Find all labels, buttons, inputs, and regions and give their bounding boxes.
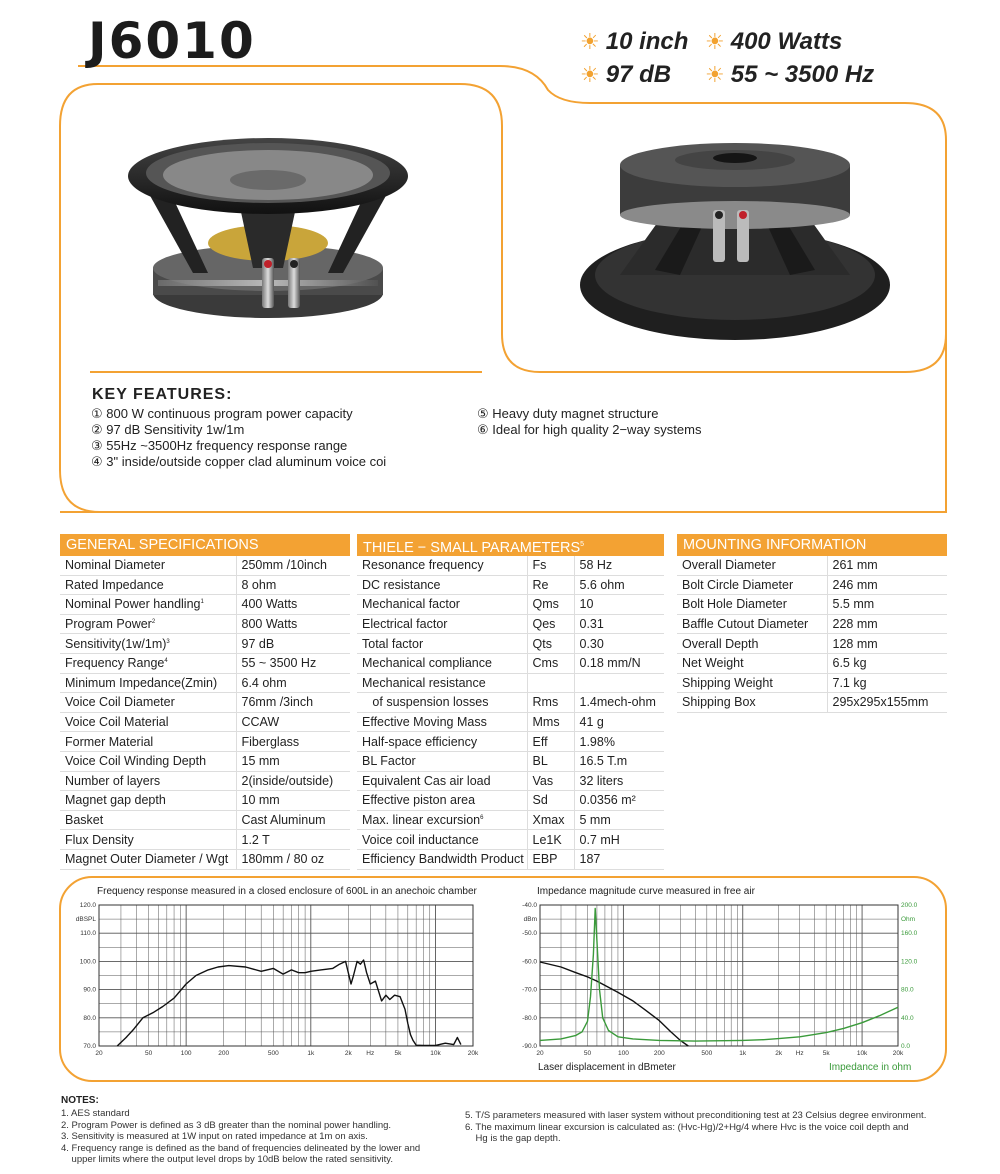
- x-tick-label: 20k: [892, 1050, 904, 1057]
- mount-value: 228 mm: [827, 614, 947, 634]
- table-row: [60, 830, 350, 850]
- y-tick-label: -50.0: [522, 930, 537, 938]
- key-features-right: [477, 406, 701, 438]
- spec-value: 2(inside/outside): [236, 771, 350, 791]
- table-row: [357, 849, 664, 869]
- spec-value: 55 ~ 3500 Hz: [236, 653, 350, 673]
- x-tick-label: 100: [617, 1050, 629, 1057]
- table-row: [357, 810, 664, 830]
- mount-label: Baffle Cutout Diameter: [677, 614, 827, 634]
- table-row: [357, 693, 664, 713]
- spec-value: 250mm /10inch: [236, 556, 350, 575]
- product-title: J6010: [88, 12, 256, 70]
- x-tick-label: 20: [536, 1050, 544, 1057]
- table-row: [60, 712, 350, 732]
- table-row: [357, 595, 664, 615]
- table-row: [357, 830, 664, 850]
- x-tick-label: 5k: [822, 1050, 830, 1057]
- key-features-title: KEY FEATURES:: [92, 386, 233, 403]
- y-right-tick-label: 120.0: [901, 958, 918, 966]
- param-value: 10: [574, 595, 664, 615]
- spec-label: Former Material: [60, 732, 236, 752]
- param-label: Effective piston area: [357, 791, 527, 811]
- footnote-ref: 3: [166, 638, 170, 645]
- table-row: [677, 614, 947, 634]
- general-specs-section: [60, 534, 350, 870]
- param-symbol: Rms: [527, 693, 574, 713]
- spec-label: Voice Coil Diameter: [60, 693, 236, 713]
- feature-item: ① 800 W continuous program power capacity: [91, 406, 353, 421]
- param-label: Mechanical factor: [357, 595, 527, 615]
- y-tick-label: -40.0: [522, 902, 537, 909]
- mount-value: 128 mm: [827, 634, 947, 654]
- table-row: [60, 634, 350, 654]
- series-line-0: [540, 962, 688, 1046]
- footnote-ref: 1: [200, 599, 204, 606]
- feature-item: ④ 3" inside/outside copper clad aluminum voice coi: [91, 454, 387, 469]
- x-tick-label: 1k: [307, 1050, 315, 1057]
- thiele-small-table: [357, 556, 664, 870]
- mount-label: Bolt Circle Diameter: [677, 575, 827, 595]
- param-label: Mechanical resistance: [357, 673, 527, 693]
- footnote-ref: 4: [164, 658, 168, 665]
- x-tick-label: 20: [95, 1050, 103, 1057]
- table-row: [60, 732, 350, 752]
- table-row: [677, 673, 947, 693]
- table-row: [677, 693, 947, 713]
- param-symbol: Mms: [527, 712, 574, 732]
- mount-value: 5.5 mm: [827, 595, 947, 615]
- param-label: Equivalent Cas air load: [357, 771, 527, 791]
- table-row: [357, 791, 664, 811]
- y-tick-label: -70.0: [522, 986, 537, 994]
- y-tick-label: 90.0: [83, 986, 96, 994]
- mounting-table: [677, 556, 947, 713]
- impedance-chart: [505, 898, 925, 1061]
- table-row: [60, 849, 350, 869]
- y-tick-label: -80.0: [522, 1014, 537, 1022]
- note-item: 1. AES standard: [61, 1108, 130, 1119]
- y-tick-label: 120.0: [79, 902, 96, 909]
- y-tick-label: 110.0: [80, 930, 96, 938]
- table-row: [60, 556, 350, 575]
- x-tick-label: 50: [144, 1050, 153, 1057]
- y-right-tick-label: 160.0: [901, 930, 918, 938]
- param-symbol: EBP: [527, 849, 574, 869]
- spec-label: Minimum Impedance(Zmin): [60, 673, 236, 693]
- spec-value: 800 Watts: [236, 614, 350, 634]
- table-row: [677, 653, 947, 673]
- spec-value: 8 ohm: [236, 575, 350, 595]
- table-row: [357, 673, 664, 693]
- y-right-tick-label: 0.0: [901, 1043, 911, 1050]
- table-row: [60, 810, 350, 830]
- y-right-axis-label: Ohm: [901, 916, 916, 923]
- mount-value: 261 mm: [827, 556, 947, 575]
- note-item: 4. Frequency range is defined as the band of frequencies delineated by the lower and: [61, 1142, 421, 1154]
- x-axis-label: Hz: [366, 1050, 375, 1057]
- param-value: 0.7 mH: [574, 830, 664, 850]
- impedance-chart-title: Impedance magnitude curve measured in free air: [537, 886, 755, 897]
- note-item: 2. Program Power is defined as 3 dB greater than the nominal power handling.: [61, 1119, 392, 1131]
- table-row: [357, 771, 664, 791]
- spec-value: 400 Watts: [236, 595, 350, 615]
- speaker-front-image: [118, 128, 418, 328]
- feature-item: ⑥ Ideal for high quality 2−way systems: [477, 422, 702, 437]
- general-specs-table: [60, 556, 350, 870]
- param-value: 187: [574, 849, 664, 869]
- series-line-0: [117, 960, 461, 1046]
- x-tick-label: 10k: [430, 1050, 441, 1057]
- table-row: [60, 771, 350, 791]
- param-symbol: Le1K: [527, 830, 574, 850]
- table-row: [677, 634, 947, 654]
- param-label: Electrical factor: [357, 614, 527, 634]
- y-tick-label: 70.0: [83, 1043, 96, 1050]
- mount-label: Overall Diameter: [677, 556, 827, 575]
- highlight-size: ☀ 10 inch: [580, 28, 689, 55]
- spec-value: 15 mm: [236, 751, 350, 771]
- x-tick-label: 1k: [739, 1050, 747, 1057]
- spec-label: Basket: [60, 810, 236, 830]
- param-value: 16.5 T.m: [574, 751, 664, 771]
- spec-label: Voice Coil Winding Depth: [60, 751, 236, 771]
- feature-item: ③ 55Hz ~3500Hz frequency response range: [91, 438, 348, 453]
- param-symbol: BL: [527, 751, 574, 771]
- feature-item: ⑤ Heavy duty magnet structure: [477, 406, 659, 421]
- note-item: 6. The maximum linear excursion is calculated as: (Hvc-Hg)/2+Hg/4 where Hvc is the voice coil depth and: [465, 1121, 909, 1133]
- table-row: [677, 556, 947, 575]
- impedance-legend-laser: Laser displacement in dBmeter: [538, 1062, 676, 1073]
- x-tick-label: 10k: [856, 1050, 868, 1057]
- param-value: 1.98%: [574, 732, 664, 752]
- general-specs-title: GENERAL SPECIFICATIONS: [60, 534, 350, 556]
- y-right-tick-label: 200.0: [901, 902, 918, 909]
- footnote-ref: 6: [480, 814, 484, 821]
- table-row: [60, 751, 350, 771]
- notes-right: [465, 1110, 926, 1145]
- spec-label: Program Power$^2$: [60, 614, 236, 634]
- spec-label: Number of layers: [60, 771, 236, 791]
- y-tick-label: 100.0: [79, 958, 96, 966]
- mount-value: 7.1 kg: [827, 673, 947, 693]
- speaker-rear-image: [575, 125, 895, 350]
- spec-label: Flux Density: [60, 830, 236, 850]
- y-axis-label: dBm: [523, 916, 537, 923]
- y-tick-label: -60.0: [522, 958, 537, 966]
- spec-label: Nominal Diameter: [60, 556, 236, 575]
- table-row: [357, 751, 664, 771]
- param-label: Voice coil inductance: [357, 830, 527, 850]
- sun-icon: ☀: [705, 29, 725, 54]
- spec-label: Voice Coil Material: [60, 712, 236, 732]
- param-label: of suspension losses: [357, 693, 527, 713]
- y-tick-label: 80.0: [83, 1014, 96, 1022]
- param-symbol: Re: [527, 575, 574, 595]
- frequency-chart-title: Frequency response measured in a closed enclosure of 600L in an anechoic chamber: [97, 886, 477, 897]
- notes-title: NOTES:: [61, 1095, 99, 1106]
- param-value: 0.0356 m²: [574, 791, 664, 811]
- mount-value: 246 mm: [827, 575, 947, 595]
- x-tick-label: 200: [218, 1050, 230, 1057]
- param-value: 0.18 mm/N: [574, 653, 664, 673]
- y-axis-label: dBSPL: [75, 916, 96, 923]
- x-tick-label: 50: [583, 1050, 592, 1057]
- x-tick-label: 5k: [394, 1050, 402, 1057]
- x-tick-label: 20k: [467, 1050, 479, 1057]
- table-row: [60, 575, 350, 595]
- y-right-tick-label: 80.0: [901, 986, 914, 994]
- mount-label: Bolt Hole Diameter: [677, 595, 827, 615]
- table-row: [357, 614, 664, 634]
- param-label: BL Factor: [357, 751, 527, 771]
- spec-value: 1.2 T: [236, 830, 350, 850]
- table-row: [357, 575, 664, 595]
- sun-icon: ☀: [705, 62, 725, 87]
- mounting-section: [677, 534, 947, 713]
- table-row: [60, 791, 350, 811]
- param-label: Max. linear excursion$^6$: [357, 810, 527, 830]
- x-tick-label: 100: [180, 1050, 192, 1057]
- thiele-small-section: [357, 534, 664, 870]
- spec-label: Nominal Power handling$^1$: [60, 595, 236, 615]
- y-right-tick-label: 40.0: [901, 1014, 914, 1022]
- y-tick-label: -90.0: [522, 1043, 537, 1050]
- mount-label: Shipping Box: [677, 693, 827, 713]
- key-features-left: [91, 406, 386, 470]
- param-label: Mechanical compliance: [357, 653, 527, 673]
- param-symbol: Xmax: [527, 810, 574, 830]
- table-row: [357, 732, 664, 752]
- sun-icon: ☀: [580, 29, 600, 54]
- table-row: [677, 575, 947, 595]
- param-symbol: [527, 673, 574, 693]
- table-row: [60, 653, 350, 673]
- mount-label: Net Weight: [677, 653, 827, 673]
- param-label: Total factor: [357, 634, 527, 654]
- spec-value: 97 dB: [236, 634, 350, 654]
- param-value: 41 g: [574, 712, 664, 732]
- spec-value: 10 mm: [236, 791, 350, 811]
- footnote-ref: 2: [151, 618, 156, 625]
- spec-label: Magnet Outer Diameter / Wgt: [60, 849, 236, 869]
- param-symbol: Qts: [527, 634, 574, 654]
- param-symbol: Sd: [527, 791, 574, 811]
- spec-value: 6.4 ohm: [236, 673, 350, 693]
- highlight-frequency: ☀ 55 ~ 3500 Hz: [705, 61, 875, 88]
- spec-value: 180mm / 80 oz: [236, 849, 350, 869]
- table-row: [357, 634, 664, 654]
- chart-grid: [99, 905, 473, 1046]
- table-row: [677, 595, 947, 615]
- spec-value: 76mm /3inch: [236, 693, 350, 713]
- table-row: [60, 693, 350, 713]
- x-tick-label: 2k: [775, 1050, 783, 1057]
- impedance-legend-ohm: Impedance in ohm: [829, 1062, 912, 1073]
- mount-value: 6.5 kg: [827, 653, 947, 673]
- x-tick-label: 2k: [344, 1050, 352, 1057]
- spec-value: Cast Aluminum: [236, 810, 350, 830]
- param-label: Half-space efficiency: [357, 732, 527, 752]
- param-value: 58 Hz: [574, 556, 664, 575]
- param-label: Efficiency Bandwidth Product: [357, 849, 527, 869]
- x-tick-label: 500: [267, 1050, 279, 1057]
- table-row: [60, 614, 350, 634]
- highlight-sensitivity: ☀ 97 dB: [580, 61, 672, 88]
- param-value: 32 liters: [574, 771, 664, 791]
- spec-label: Frequency Range$^4$: [60, 653, 236, 673]
- highlight-power: ☀ 400 Watts: [705, 28, 843, 55]
- param-symbol: Fs: [527, 556, 574, 575]
- param-symbol: Qes: [527, 614, 574, 634]
- param-symbol: Vas: [527, 771, 574, 791]
- param-symbol: Qms: [527, 595, 574, 615]
- param-label: Resonance frequency: [357, 556, 527, 575]
- thiele-small-title: THIELE − SMALL PARAMETERS$^5$: [357, 534, 664, 556]
- note-item: Hg is the gap depth.: [465, 1133, 561, 1144]
- table-row: [357, 712, 664, 732]
- feature-item: ② 97 dB Sensitivity 1w/1m: [91, 422, 245, 437]
- frequency-response-chart: [75, 898, 480, 1061]
- table-row: [357, 653, 664, 673]
- param-value: 1.4mech-ohm: [574, 693, 664, 713]
- spec-label: Rated Impedance: [60, 575, 236, 595]
- mount-value: 295x295x155mm: [827, 693, 947, 713]
- param-symbol: Cms: [527, 653, 574, 673]
- sun-icon: ☀: [580, 62, 600, 87]
- mount-label: Shipping Weight: [677, 673, 827, 693]
- param-label: Effective Moving Mass: [357, 712, 527, 732]
- table-row: [60, 673, 350, 693]
- mount-label: Overall Depth: [677, 634, 827, 654]
- note-item: 3. Sensitivity is measured at 1W input on rated impedance at 1m on axis.: [61, 1131, 368, 1142]
- spec-value: CCAW: [236, 712, 350, 732]
- spec-label: Magnet gap depth: [60, 791, 236, 811]
- param-value: 0.30: [574, 634, 664, 654]
- param-value: 0.31: [574, 614, 664, 634]
- param-value: 5.6 ohm: [574, 575, 664, 595]
- table-row: [60, 595, 350, 615]
- chart-grid: [540, 905, 898, 1046]
- spec-value: Fiberglass: [236, 732, 350, 752]
- mounting-title: MOUNTING INFORMATION: [677, 534, 947, 556]
- param-value: [574, 673, 664, 693]
- param-label: DC resistance: [357, 575, 527, 595]
- series-line-1: [540, 909, 898, 1042]
- x-tick-label: 200: [653, 1050, 665, 1057]
- param-symbol: Eff: [527, 732, 574, 752]
- param-value: 5 mm: [574, 810, 664, 830]
- note-item: upper limits where the output level drops by 10dB below the rated sensitivity.: [61, 1154, 393, 1165]
- notes-left: [61, 1108, 420, 1166]
- x-tick-label: 500: [701, 1050, 713, 1057]
- x-axis-label: Hz: [795, 1050, 804, 1057]
- spec-label: $Sensitivity(1w/1m)^3$: [60, 634, 236, 654]
- table-row: [357, 556, 664, 575]
- note-item: 5. T/S parameters measured with laser system without preconditioning test at 23 Celsius degree environment.: [465, 1110, 927, 1121]
